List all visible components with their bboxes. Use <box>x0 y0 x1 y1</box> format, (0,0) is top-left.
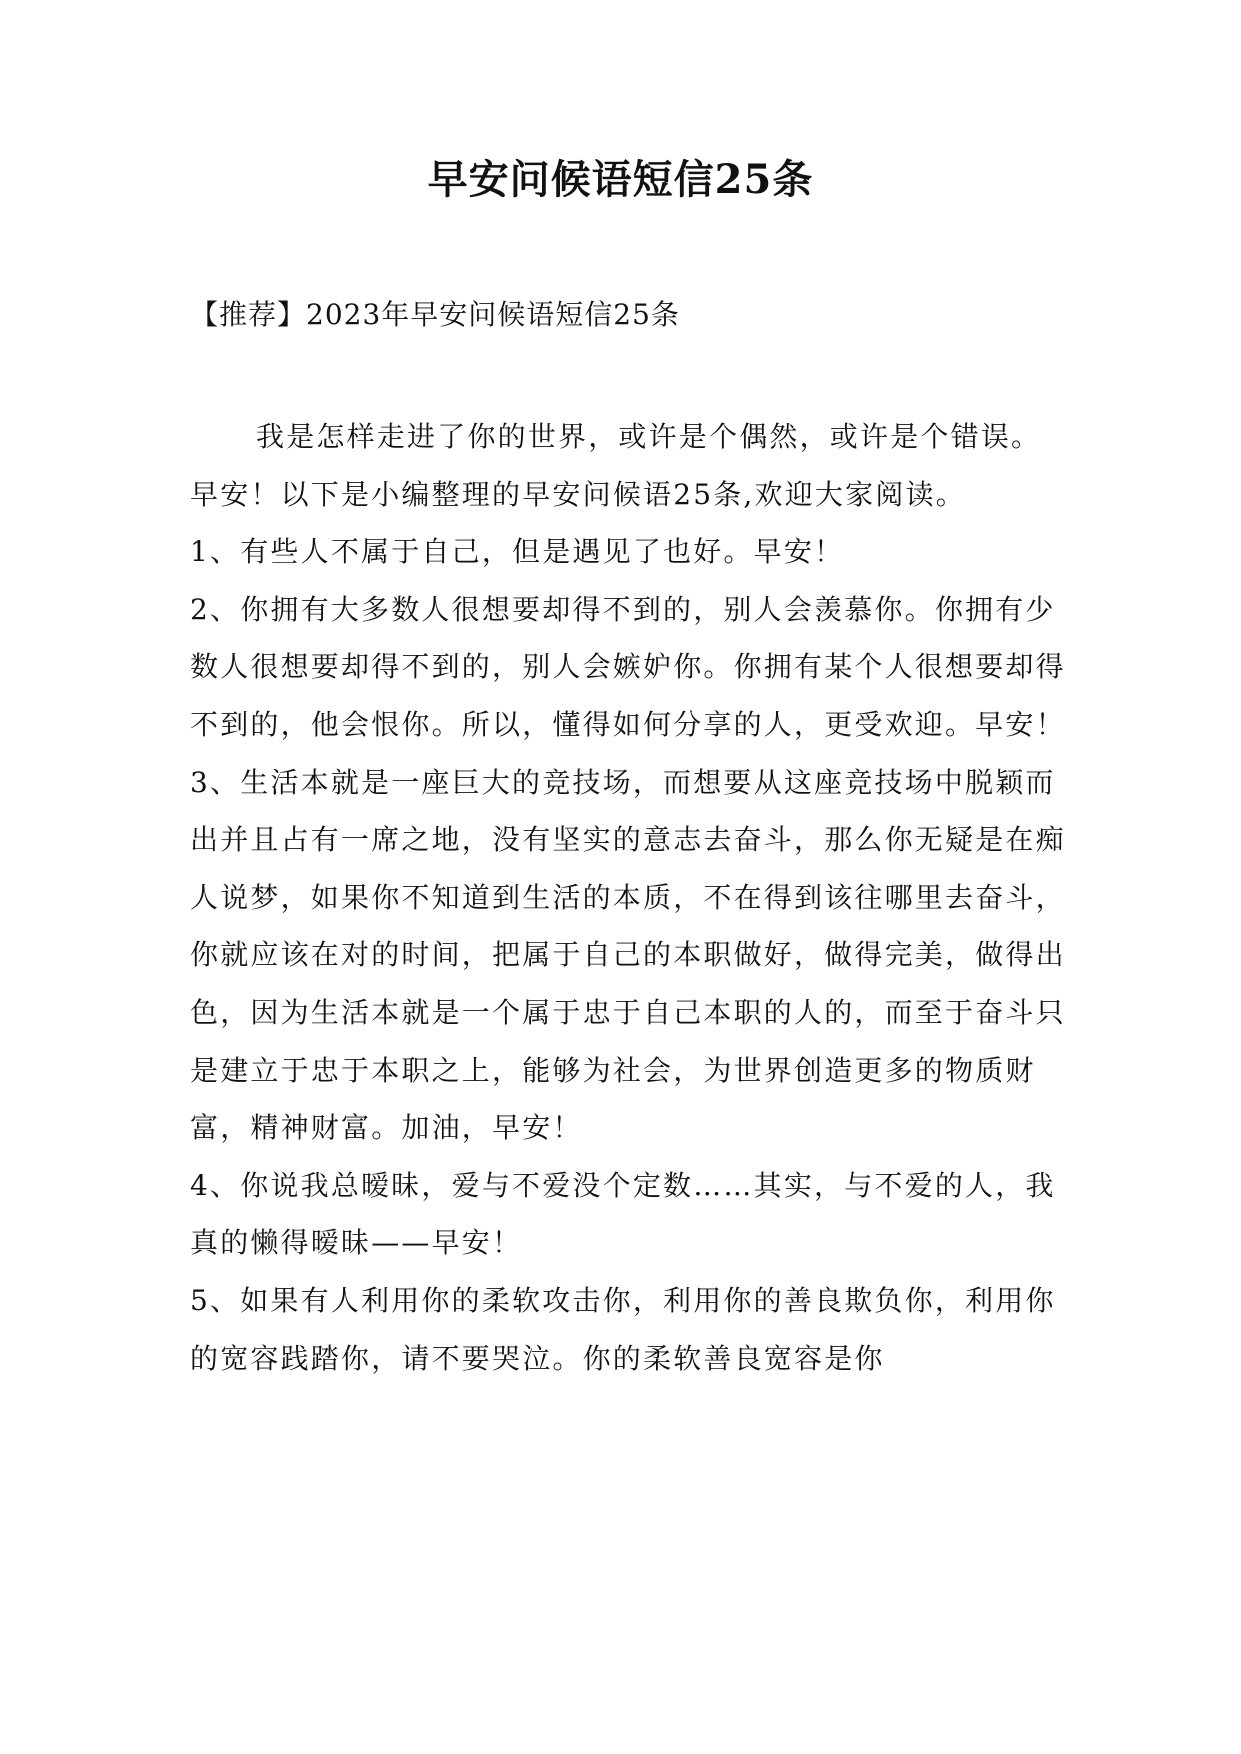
document-title: 早安问候语短信25条 <box>427 156 814 203</box>
list-item: 2、你拥有大多数人很想要却得不到的，别人会羡慕你。你拥有少数人很想要却得不到的，别人会嫉妒你。你拥有某个人很想要却得不到的，他会恨你。所以，懂得如何分享的人，更受欢迎。早安！ <box>190 592 1066 741</box>
list-item: 4、你说我总暧昧，爱与不爱没个定数……其实，与不爱的人，我真的懒得暧昧——早安！ <box>190 1168 1056 1260</box>
recommend-line: 【推荐】2023年早安问候语短信25条 <box>190 298 680 331</box>
list-item: 1、有些人不属于自己，但是遇见了也好。早安！ <box>190 535 845 569</box>
intro-paragraph: 我是怎样走进了你的世界，或许是个偶然，或许是个错误。早安！以下是小编整理的早安问候语25条,欢迎大家阅读。 <box>190 420 1042 511</box>
list-item: 5、如果有人利用你的柔软攻击你，利用你的善良欺负你，利用你的宽容践踏你，请不要哭泣。你的柔软善良宽容是你 <box>190 1283 1056 1375</box>
list-item: 3、生活本就是一座巨大的竞技场，而想要从这座竞技场中脱颖而出并且占有一席之地，没有坚实的意志去奋斗，那么你无疑是在痴人说梦，如果你不知道到生活的本质，不在得到该往哪里去奋斗，你就应该在对的时间，把属于自己的本职做好，做得完美，做得出色，因为生活本就是一个属于忠于自己本职的人的，而至于奋斗只是建立于忠于本职之上，能够为社会，为世界创造更多的物质财富，精神财富。加油，早安！ <box>190 765 1066 1145</box>
document-body <box>190 408 1070 1387</box>
